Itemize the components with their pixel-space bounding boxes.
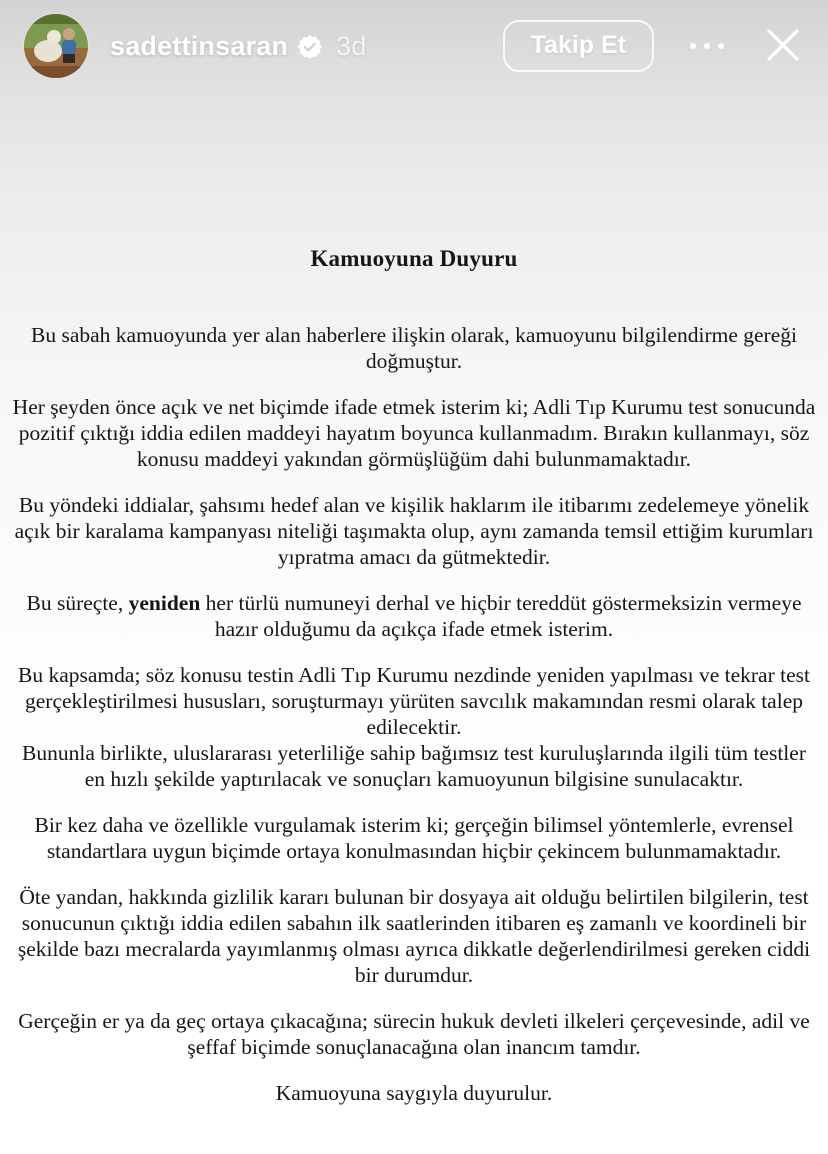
announcement-paragraph-6: Bununla birlikte, uluslararası yeterliliğe sahip bağımsız test kuruluşlarında ilgili tüm testler en hızlı şekilde yaptırılacak ve sonuçları kamuoyunun bilgisine sunulacaktır. bbox=[22, 741, 806, 791]
document-title: Kamuoyuna Duyuru bbox=[310, 246, 518, 271]
announcement-paragraph-1: Bu sabah kamuoyunda yer alan haberlere ilişkin olarak, kamuoyunu bilgilendirme gereği doğmuştur. bbox=[30, 323, 797, 373]
verified-badge-icon bbox=[298, 35, 322, 59]
announcement-paragraph-2: Her şeyden önce açık ve net biçimde ifade etmek isterim ki; Adli Tıp Kurumu test sonucunda pozitif çıktığı iddia edilen maddeyi hayatım boyunca kullanmadım. Bırakın kullanmayı, söz konusu maddeyi yakından görmüşlüğüm dahi bulunmamaktadır. bbox=[12, 395, 816, 471]
ellipsis-icon bbox=[690, 43, 724, 49]
close-button[interactable] bbox=[760, 22, 806, 71]
announcement-paragraph-3: Bu yöndeki iddialar, şahsımı hedef alan ve kişilik haklarım ile itibarımı zedelemeye yönelik açık bir karalama kampanyası niteliği taşımakta olup, aynı zamanda temsil ettiğim kurumları yıpratma amacı da gütmektedir. bbox=[14, 493, 814, 569]
username[interactable]: sadettinsaran bbox=[110, 30, 289, 61]
avatar-photo bbox=[24, 14, 88, 78]
announcement-paragraph-5: Bu kapsamda; söz konusu testin Adli Tıp Kurumu nezdinde yeniden yapılması ve tekrar test gerçekleştirilmesi hususları, soruşturmayı yürüten savcılık makamından resmi olarak talep edilecektir. bbox=[18, 663, 810, 739]
close-icon bbox=[762, 24, 804, 69]
avatar[interactable] bbox=[24, 14, 88, 78]
announcement-paragraph-8: Öte yandan, hakkında gizlilik kararı bulunan bir dosyaya ait olduğu belirtilen bilgilerin, test sonucunun çıktığı iddia edilen sabahın ilk saatlerinden itibaren eş zamanlı ve koordineli bir şekilde bazı mecralarda yayımlanmış olması ayrıca dikkatle değerlendirilmesi gereken ciddi bir durumdur. bbox=[17, 885, 811, 987]
announcement-paragraph-9: Gerçeğin er ya da geç ortaya çıkacağına; sürecin hukuk devleti ilkeleri çerçevesinde, adil ve şeffaf biçimde sonuçlanacağına olan inancım tamdır. bbox=[18, 1009, 810, 1059]
bold-emphasis-word: yeniden bbox=[128, 591, 201, 615]
story-header bbox=[0, 0, 828, 92]
story-timestamp: 3d bbox=[336, 30, 367, 61]
user-line bbox=[110, 31, 366, 62]
follow-button[interactable]: Takip Et bbox=[503, 20, 654, 72]
announcement-document bbox=[0, 246, 828, 1126]
announcement-paragraph-4: Bu süreçte, yeniden her türlü numuneyi derhal ve hiçbir tereddüt göstermeksizin vermeye hazır olduğumu da açıkça ifade etmek isterim. bbox=[26, 591, 802, 641]
announcement-paragraph-7: Bir kez daha ve özellikle vurgulamak isterim ki; gerçeğin bilimsel yöntemlerle, evrensel standartlara uygun biçimde ortaya konulmasından hiçbir çekincem bulunmamaktadır. bbox=[34, 813, 794, 863]
header-actions bbox=[503, 20, 806, 72]
document-closing-line: Kamuoyuna saygıyla duyurulur. bbox=[275, 1081, 553, 1105]
more-options-button[interactable] bbox=[686, 33, 728, 59]
